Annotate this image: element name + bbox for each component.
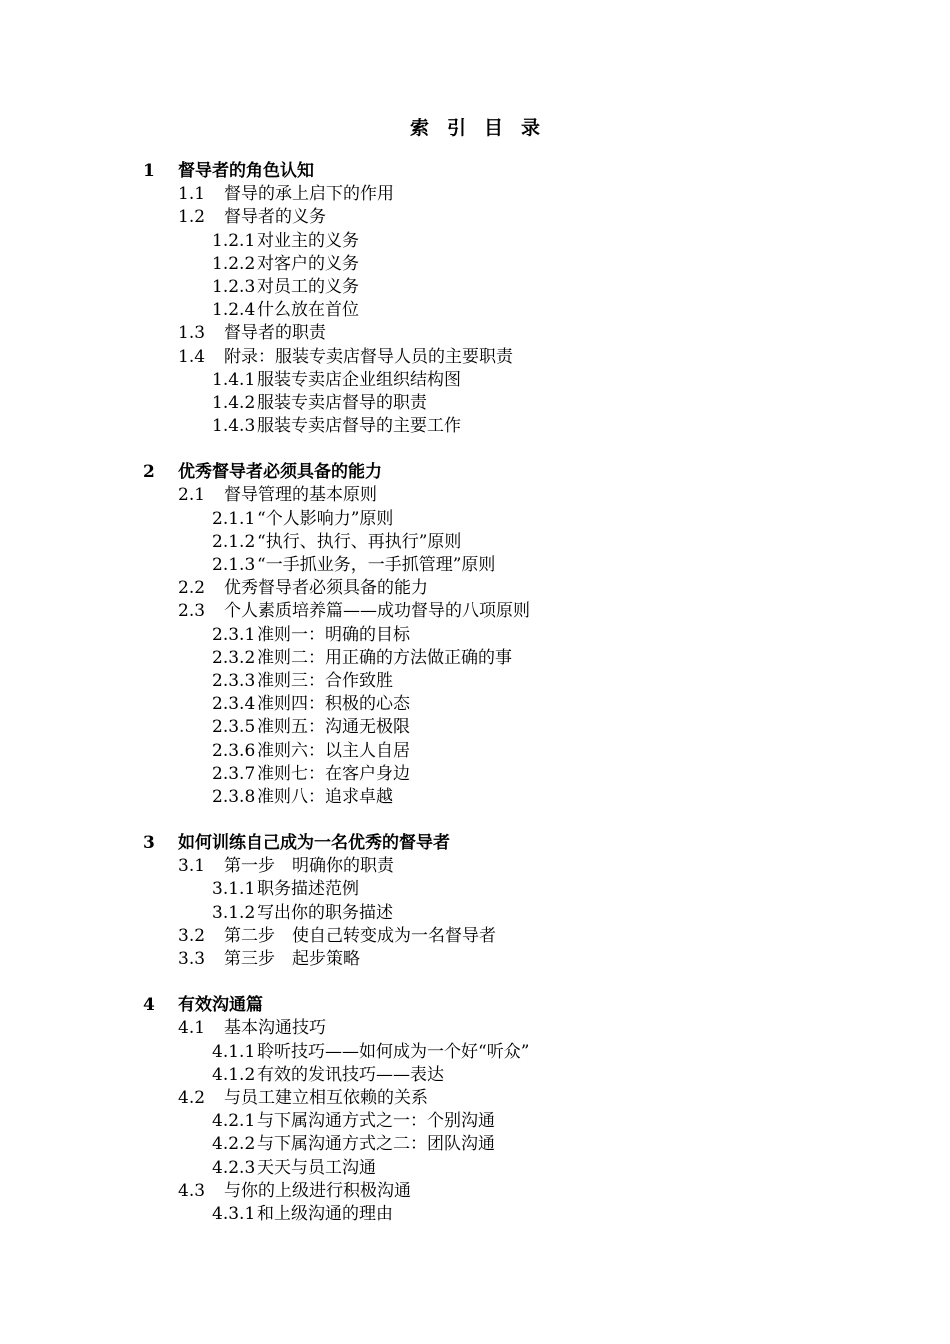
- toc-entry-title: 对员工的义务: [257, 276, 359, 297]
- toc-entry-title: “一手抓业务，一手抓管理”原则: [257, 555, 496, 575]
- toc-entry-number: 3.1: [178, 856, 206, 877]
- toc-entry-number: 2.3.4: [212, 694, 256, 715]
- toc-entry-title: 服装专卖店督导的主要工作: [257, 416, 461, 437]
- toc-chapter: [0, 461, 950, 809]
- toc-subsection[interactable]: [0, 230, 950, 253]
- toc-entry-title: “执行、执行、再执行”原则: [257, 531, 462, 552]
- toc-entry-title: 聆听技巧——如何成为一个好“听众”: [257, 1041, 530, 1062]
- toc-entry-number: 4.2.2: [212, 1134, 256, 1155]
- toc-subsection[interactable]: [0, 415, 950, 438]
- toc-chapter: [0, 994, 950, 1226]
- toc-entry-number: 4.2.3: [212, 1157, 256, 1178]
- toc-subsection[interactable]: [0, 878, 950, 901]
- toc-entry-title: 天天与员工沟通: [257, 1157, 376, 1178]
- toc-entry-number: 3.3: [178, 949, 206, 969]
- toc-entry-number: 2.3.2: [212, 647, 256, 668]
- toc-subsection[interactable]: [0, 1157, 950, 1180]
- toc-section[interactable]: [0, 183, 950, 206]
- toc-entry-title: 准则八：追求卓越: [257, 786, 393, 807]
- toc-chapter-heading[interactable]: [0, 832, 950, 855]
- toc-subsection[interactable]: [0, 670, 950, 693]
- table-of-contents: [0, 160, 950, 1249]
- toc-entry-title: 准则四：积极的心态: [257, 694, 410, 715]
- toc-chapter-heading[interactable]: [0, 461, 950, 484]
- toc-entry-number: 4.2.1: [212, 1111, 256, 1132]
- toc-entry-number: 2.3: [178, 601, 206, 622]
- toc-entry-title: 督导管理的基本原则: [224, 485, 377, 506]
- toc-entry-title: 什么放在首位: [257, 300, 359, 321]
- toc-entry-title: 与你的上级进行积极沟通: [224, 1180, 411, 1201]
- toc-entry-number: 1.2.2: [212, 253, 256, 274]
- toc-entry-title: 准则七：在客户身边: [257, 763, 410, 784]
- toc-entry-title: 准则五：沟通无极限: [257, 717, 410, 738]
- toc-subsection[interactable]: [0, 786, 950, 809]
- toc-chapter-heading[interactable]: [0, 160, 950, 183]
- toc-subsection[interactable]: [0, 693, 950, 716]
- toc-entry-title: 第三步 起步策略: [224, 949, 360, 969]
- toc-entry-title: 督导者的义务: [224, 207, 326, 228]
- toc-chapter-title: 优秀督导者必须具备的能力: [178, 462, 382, 483]
- toc-entry-title: 与员工建立相互依赖的关系: [224, 1087, 428, 1108]
- toc-entry-title: 督导者的职责: [224, 323, 326, 344]
- toc-entry-number: 2.1.3: [212, 555, 256, 575]
- toc-subsection[interactable]: [0, 276, 950, 299]
- toc-entry-number: 2.2: [178, 578, 206, 599]
- toc-entry-number: 2.1: [178, 485, 206, 506]
- toc-subsection[interactable]: [0, 299, 950, 322]
- toc-entry-number: 1.4.1: [212, 369, 256, 390]
- toc-chapter-number: 3: [143, 833, 155, 854]
- page-title: 索引目录: [409, 117, 558, 139]
- toc-entry-title: 附录：服装专卖店督导人员的主要职责: [224, 346, 513, 367]
- toc-section[interactable]: [0, 1017, 950, 1040]
- toc-entry-title: “个人影响力”原则: [257, 508, 394, 529]
- toc-subsection[interactable]: [0, 554, 950, 577]
- toc-subsection[interactable]: [0, 369, 950, 392]
- toc-chapter-number: 1: [143, 161, 155, 181]
- toc-section[interactable]: [0, 484, 950, 507]
- toc-entry-number: 3.1.1: [212, 879, 256, 900]
- toc-entry-title: 与下属沟通方式之一：个别沟通: [257, 1111, 495, 1132]
- toc-chapter-title: 有效沟通篇: [178, 995, 263, 1016]
- toc-entry-number: 4.1.2: [212, 1064, 256, 1085]
- toc-subsection[interactable]: [0, 902, 950, 925]
- toc-subsection[interactable]: [0, 763, 950, 786]
- toc-entry-number: 1.4.2: [212, 392, 256, 413]
- toc-entry-number: 4.2: [178, 1087, 206, 1108]
- toc-section[interactable]: [0, 925, 950, 948]
- toc-entry-title: 准则六：以主人自居: [257, 740, 410, 761]
- toc-subsection[interactable]: [0, 1041, 950, 1064]
- toc-entry-title: 职务描述范例: [257, 879, 359, 900]
- toc-subsection[interactable]: [0, 1203, 950, 1226]
- toc-entry-title: 基本沟通技巧: [224, 1018, 326, 1039]
- toc-entry-number: 4.1.1: [212, 1041, 256, 1062]
- toc-entry-title: 和上级沟通的理由: [257, 1203, 393, 1224]
- toc-entry-title: 服装专卖店企业组织结构图: [257, 369, 461, 390]
- toc-entry-title: 对业主的义务: [257, 230, 359, 251]
- toc-subsection[interactable]: [0, 1064, 950, 1087]
- toc-entry-number: 2.1.2: [212, 531, 256, 552]
- toc-section[interactable]: [0, 346, 950, 369]
- toc-entry-number: 3.2: [178, 925, 206, 946]
- toc-subsection[interactable]: [0, 508, 950, 531]
- toc-entry-number: 2.3.5: [212, 717, 256, 738]
- toc-entry-title: 优秀督导者必须具备的能力: [224, 578, 428, 599]
- toc-entry-number: 1.4: [178, 346, 206, 367]
- toc-entry-number: 4.1: [178, 1018, 206, 1039]
- toc-chapter-title: 督导者的角色认知: [178, 161, 314, 181]
- toc-section[interactable]: [0, 577, 950, 600]
- toc-entry-title: 与下属沟通方式之二：团队沟通: [257, 1134, 495, 1155]
- toc-section[interactable]: [0, 322, 950, 345]
- toc-entry-title: 准则一：明确的目标: [257, 624, 410, 645]
- toc-entry-number: 1.2.4: [212, 300, 256, 321]
- toc-subsection[interactable]: [0, 1110, 950, 1133]
- toc-chapter-heading[interactable]: [0, 994, 950, 1017]
- toc-entry-title: 个人素质培养篇——成功督导的八项原则: [224, 601, 530, 622]
- toc-chapter-title: 如何训练自己成为一名优秀的督导者: [178, 833, 450, 854]
- toc-entry-number: 1.2.3: [212, 276, 256, 297]
- toc-entry-title: 准则三：合作致胜: [257, 670, 393, 691]
- toc-entry-title: 有效的发讯技巧——表达: [257, 1064, 444, 1085]
- toc-entry-number: 2.3.6: [212, 740, 256, 761]
- toc-section[interactable]: [0, 600, 950, 623]
- toc-chapter-number: 4: [143, 995, 155, 1016]
- toc-entry-title: 服装专卖店督导的职责: [257, 392, 427, 413]
- toc-subsection[interactable]: [0, 647, 950, 670]
- toc-section[interactable]: [0, 855, 950, 878]
- toc-chapter: [0, 160, 950, 438]
- toc-subsection[interactable]: [0, 624, 950, 647]
- toc-entry-number: 4.3: [178, 1180, 206, 1201]
- toc-entry-title: 第二步 使自己转变成为一名督导者: [224, 925, 496, 946]
- toc-entry-number: 1.3: [178, 323, 206, 344]
- toc-subsection[interactable]: [0, 531, 950, 554]
- toc-entry-number: 4.3.1: [212, 1203, 256, 1224]
- toc-subsection[interactable]: [0, 740, 950, 763]
- toc-chapter: [0, 832, 950, 971]
- toc-section[interactable]: [0, 1087, 950, 1110]
- toc-entry-number: 1.2: [178, 207, 206, 228]
- toc-section[interactable]: [0, 206, 950, 229]
- toc-entry-number: 2.3.3: [212, 670, 256, 691]
- toc-chapter-number: 2: [143, 462, 155, 483]
- toc-entry-title: 第一步 明确你的职责: [224, 856, 394, 877]
- toc-entry-title: 对客户的义务: [257, 253, 359, 274]
- toc-subsection[interactable]: [0, 253, 950, 276]
- toc-subsection[interactable]: [0, 392, 950, 415]
- toc-entry-number: 2.1.1: [212, 508, 256, 529]
- toc-entry-number: 2.3.7: [212, 763, 256, 784]
- toc-entry-number: 3.1.2: [212, 902, 256, 923]
- toc-entry-title: 督导的承上启下的作用: [224, 184, 394, 205]
- toc-entry-number: 1.4.3: [212, 416, 256, 437]
- toc-subsection[interactable]: [0, 716, 950, 739]
- toc-subsection[interactable]: [0, 1133, 950, 1156]
- toc-entry-number: 2.3.1: [212, 624, 256, 645]
- toc-section[interactable]: [0, 948, 950, 971]
- toc-entry-title: 准则二：用正确的方法做正确的事: [257, 647, 512, 668]
- toc-entry-number: 2.3.8: [212, 786, 256, 807]
- toc-section[interactable]: [0, 1180, 950, 1203]
- toc-entry-number: 1.2.1: [212, 230, 256, 251]
- toc-entry-title: 写出你的职务描述: [257, 902, 393, 923]
- toc-entry-number: 1.1: [178, 184, 206, 205]
